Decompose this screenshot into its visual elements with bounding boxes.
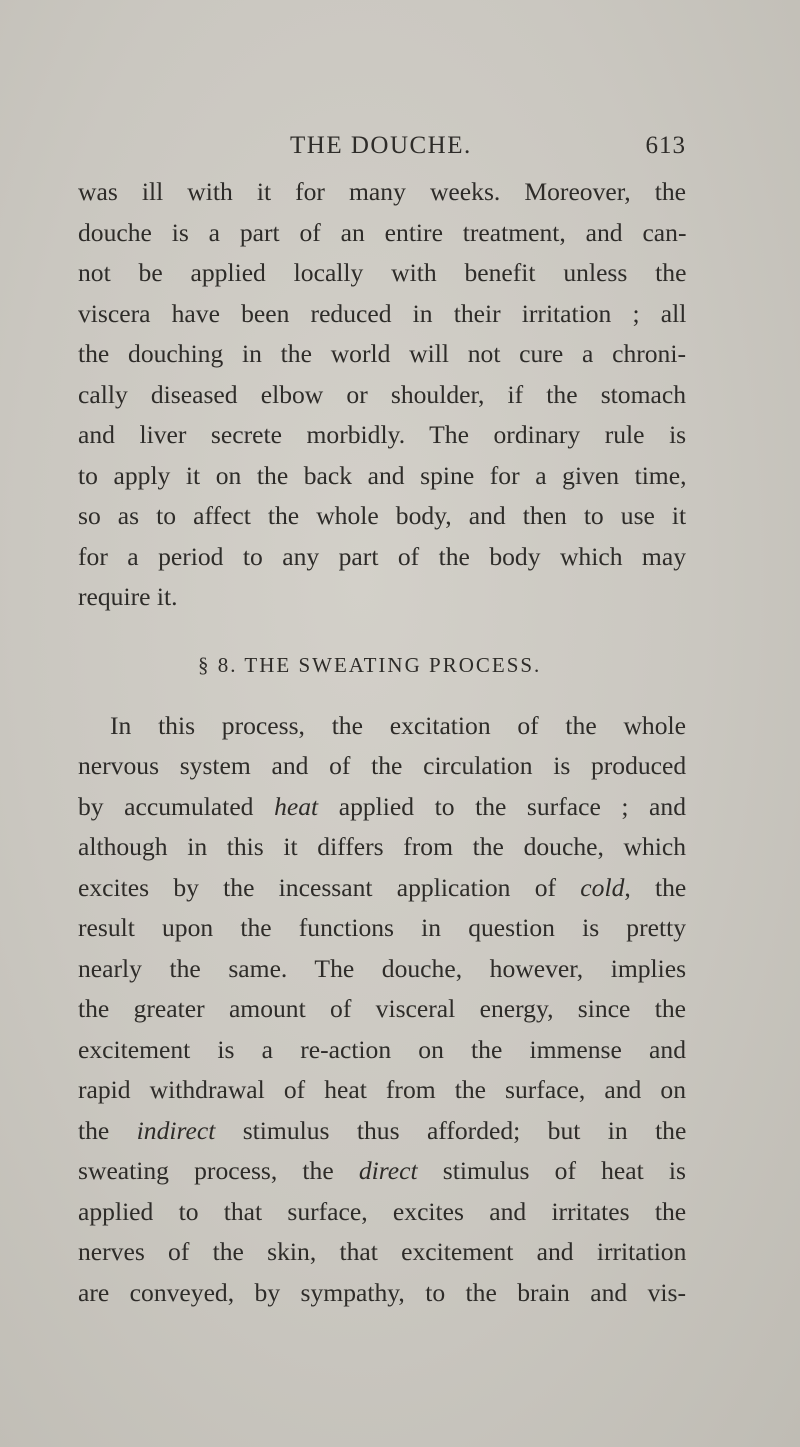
emphasis-direct: direct	[358, 1156, 418, 1185]
running-title: THE DOUCHE.	[290, 132, 472, 159]
text-fragment: excites by the incessant application of	[78, 872, 581, 902]
text-line: In this process, the excitation of the whole	[110, 710, 686, 740]
book-page	[78, 128, 686, 1313]
section-heading: § 8. THE SWEATING PROCESS.	[198, 652, 542, 677]
text-line	[78, 787, 686, 828]
text-line: the greater amount of visceral energy, since the	[78, 994, 686, 1023]
paragraph-continued	[78, 172, 686, 618]
text-line: nearly the same. The douche, however, implies	[78, 953, 687, 983]
text-line: viscera have been reduced in their irritation ; all	[78, 298, 687, 328]
text-line: nerves of the skin, that excitement and irritation	[78, 1237, 687, 1266]
text-fragment: applied to the surface ; and	[318, 791, 687, 821]
text-fragment: , the	[624, 872, 687, 902]
text-fragment: stimulus thus afforded; but in the	[215, 1115, 687, 1145]
emphasis-indirect: indirect	[136, 1115, 216, 1145]
text-fragment: the	[78, 1115, 137, 1145]
text-line	[78, 1151, 686, 1192]
text-line: result upon the functions in question is pretty	[78, 913, 686, 942]
text-line: was ill with it for many weeks. Moreover, the	[78, 177, 686, 206]
text-fragment: sweating process, the	[78, 1156, 359, 1185]
emphasis-cold: cold	[580, 872, 625, 902]
text-line: excitement is a re-action on the immense and	[78, 1034, 686, 1064]
text-line: the douching in the world will not cure a chroni-	[78, 339, 686, 368]
text-line: rapid withdrawal of heat from the surface, and on	[78, 1075, 686, 1104]
text-line: so as to affect the whole body, and then to use it	[78, 501, 687, 530]
text-line	[78, 1111, 686, 1152]
paragraph-sweating-process	[78, 706, 686, 1314]
text-line: although in this it differs from the douche, which	[78, 832, 687, 861]
text-fragment: stimulus of heat is	[417, 1156, 686, 1185]
text-fragment: by accumulated	[78, 791, 275, 821]
text-line: not be applied locally with benefit unless the	[78, 258, 687, 287]
text-line: and liver secrete morbidly. The ordinary rule is	[78, 420, 687, 449]
text-line: nervous system and of the circulation is produced	[78, 751, 687, 780]
text-line: for a period to any part of the body which may	[78, 541, 686, 571]
text-line: cally diseased elbow or shoulder, if the stomach	[78, 379, 686, 409]
text-line: douche is a part of an entire treatment, and can-	[78, 217, 687, 247]
text-line: are conveyed, by sympathy, to the brain and vis-	[78, 1277, 686, 1307]
page-number: 613	[645, 132, 686, 159]
text-line	[78, 868, 686, 909]
emphasis-heat: heat	[274, 791, 319, 821]
text-line: require it.	[78, 582, 178, 611]
text-line: applied to that surface, excites and irritates the	[78, 1196, 687, 1226]
text-line: to apply it on the back and spine for a given time,	[78, 460, 687, 490]
running-head	[78, 128, 686, 172]
